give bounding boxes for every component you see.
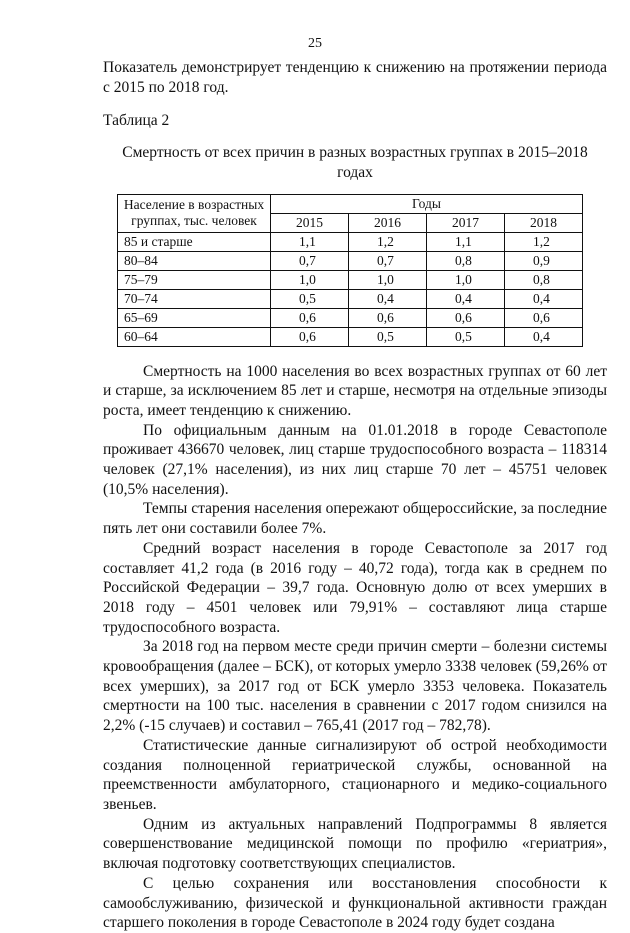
- table-row: [118, 308, 583, 327]
- value-cell: 0,6: [427, 308, 505, 327]
- age-group-cell: 85 и старше: [118, 232, 271, 251]
- table-title: Смертность от всех причин в разных возрастных группах в 2015–2018 годах: [122, 144, 588, 181]
- age-group-header: Население в возрастных группах, тыс. человек: [118, 194, 271, 232]
- year-header: 2015: [271, 213, 349, 232]
- value-cell: 0,4: [505, 327, 583, 346]
- table-label: Таблица 2: [103, 112, 170, 130]
- value-cell: 0,6: [349, 308, 427, 327]
- value-cell: 0,4: [505, 289, 583, 308]
- value-cell: 0,5: [349, 327, 427, 346]
- table-row: [118, 289, 583, 308]
- year-header: 2017: [427, 213, 505, 232]
- value-cell: 0,6: [271, 308, 349, 327]
- page-number: 25: [308, 36, 322, 51]
- body-paragraph: Статистические данные сигнализируют об острой необходимости создания полноценной гериатрической службы, основанной на преемственности амбулаторного, стационарного и медико-социального звеньев.: [103, 736, 607, 813]
- value-cell: 0,8: [505, 270, 583, 289]
- value-cell: 0,5: [427, 327, 505, 346]
- table-row: [118, 327, 583, 346]
- value-cell: 1,0: [427, 270, 505, 289]
- table-row: [118, 270, 583, 289]
- body-paragraph: Одним из актуальных направлений Подпрограммы 8 является совершенствование медицинской помощи по профилю «гериатрия», включая подготовку соответствующих специалистов.: [103, 815, 607, 873]
- value-cell: 1,2: [505, 232, 583, 251]
- table-row: [118, 251, 583, 270]
- mortality-table: [117, 194, 583, 347]
- value-cell: 1,0: [349, 270, 427, 289]
- body-paragraph: Темпы старения населения опережают общероссийские, за последние пять лет они составили более 7%.: [103, 500, 607, 538]
- body-paragraph: С целью сохранения или восстановления способности к самообслуживанию, физической и функциональной активности граждан старшего поколения в городе Севастополе в 2024 году будет создана: [103, 874, 607, 932]
- value-cell: 0,9: [505, 251, 583, 270]
- value-cell: 0,4: [349, 289, 427, 308]
- year-header: 2016: [349, 213, 427, 232]
- table-row: [118, 232, 583, 251]
- value-cell: 0,4: [427, 289, 505, 308]
- body-paragraph: Средний возраст населения в городе Севастополе за 2017 год составляет 41,2 года (в 2016 году – 40,72 года), тогда как в среднем по Российской Федерации – 39,7 года. Основную долю от всех умерших в 2018 году – 4501 человек или 79,91% – составляют лица старше трудоспособного возраста.: [103, 539, 607, 636]
- value-cell: 1,1: [427, 232, 505, 251]
- body-paragraph: Смертность на 1000 населения во всех возрастных группах от 60 лет и старше, за исключением 85 лет и старше, несмотря на отдельные эпизоды роста, имеет тенденцию к снижению.: [103, 362, 607, 419]
- value-cell: 0,6: [271, 327, 349, 346]
- years-header: Годы: [271, 194, 583, 213]
- value-cell: 0,5: [271, 289, 349, 308]
- value-cell: 0,7: [271, 251, 349, 270]
- document-body: [103, 58, 607, 933]
- age-group-cell: 60–64: [118, 327, 271, 346]
- value-cell: 1,1: [271, 232, 349, 251]
- value-cell: 0,6: [505, 308, 583, 327]
- age-group-cell: 70–74: [118, 289, 271, 308]
- body-paragraph: По официальным данным на 01.01.2018 в городе Севастополе проживает 436670 человек, лиц старше трудоспособного возраста – 118314 человек (27,1% населения), из них лиц старше 70 лет – 45751 человек (10,5% населения).: [103, 421, 607, 498]
- value-cell: 0,8: [427, 251, 505, 270]
- age-group-cell: 75–79: [118, 270, 271, 289]
- value-cell: 1,2: [349, 232, 427, 251]
- age-group-cell: 80–84: [118, 251, 271, 270]
- age-group-cell: 65–69: [118, 308, 271, 327]
- intro-paragraph: Показатель демонстрирует тенденцию к снижению на протяжении периода с 2015 по 2018 год.: [103, 59, 607, 96]
- body-paragraph: За 2018 год на первом месте среди причин смерти – болезни системы кровообращения (далее – БСК), от которых умерло 3338 человек (59,26% от всех умерших), за 2017 год от БСК умерло 3353 человека. Показатель смертности на 100 тыс. населения в сравнении с 2017 годом снизился на 2,2% (-15 случаев) и составил – 765,41 (2017 год – 782,78).: [103, 638, 607, 735]
- value-cell: 0,7: [349, 251, 427, 270]
- year-header: 2018: [505, 213, 583, 232]
- value-cell: 1,0: [271, 270, 349, 289]
